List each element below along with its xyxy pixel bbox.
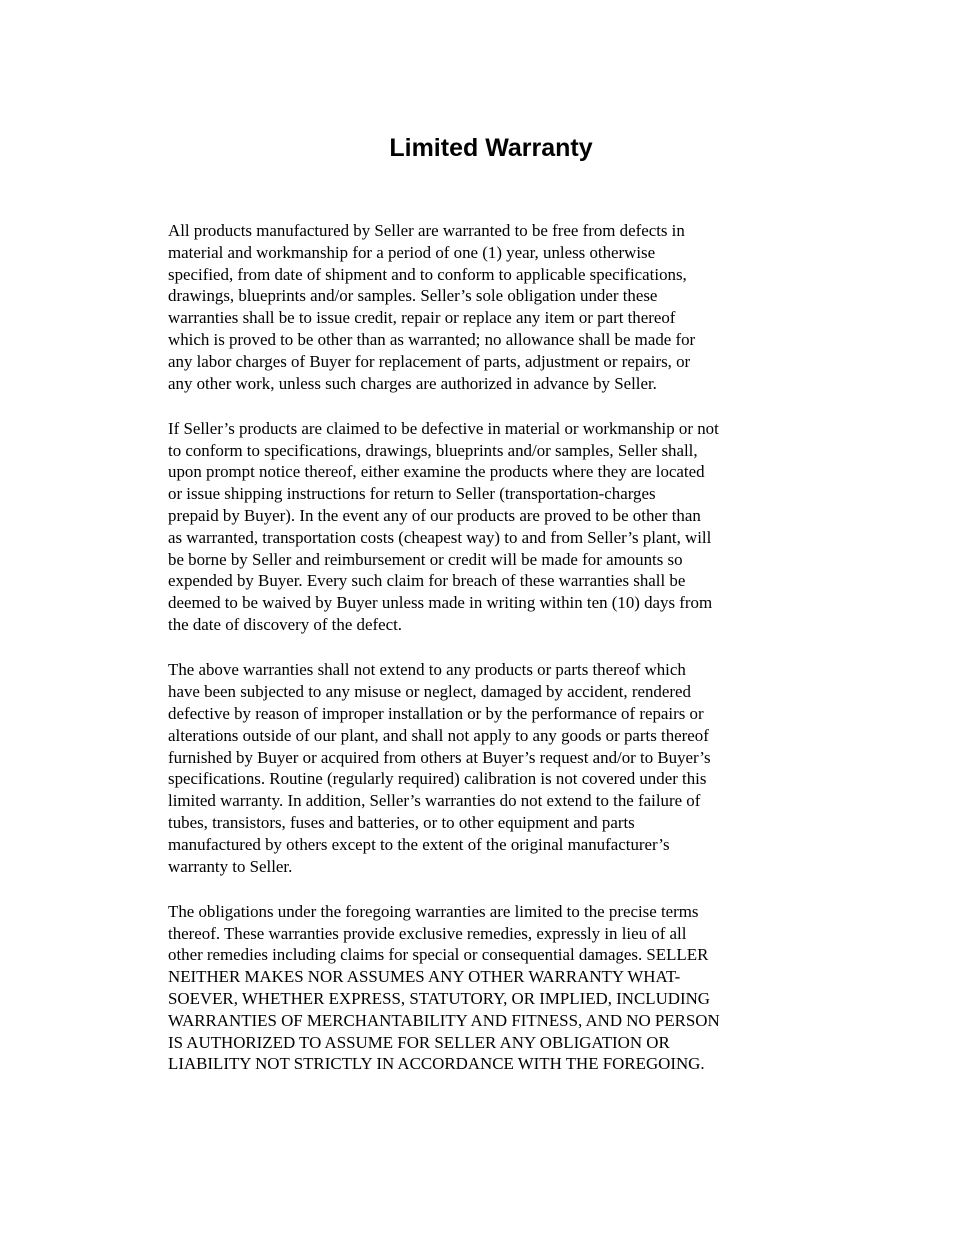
paragraph-line: thereof. These warranties provide exclusive remedies, expressly in lieu of all xyxy=(168,923,687,943)
paragraph-line: which is proved to be other than as warranted; no allowance shall be made for xyxy=(168,329,696,349)
document-title: Limited Warranty xyxy=(389,134,593,162)
paragraph-line: WARRANTIES OF MERCHANTABILITY AND FITNESS, AND NO PERSON xyxy=(168,1010,720,1030)
paragraph-line: specifications. Routine (regularly required) calibration is not covered under this xyxy=(168,769,707,789)
paragraph-line: furnished by Buyer or acquired from others at Buyer’s request and/or to Buyer’s xyxy=(168,747,711,767)
paragraph-line: warranty to Seller. xyxy=(168,856,293,876)
paragraph-line: other remedies including claims for special or consequential damages. SELLER xyxy=(168,945,709,965)
paragraph-line: have been subjected to any misuse or neglect, damaged by accident, rendered xyxy=(168,682,691,702)
paragraph-line: tubes, transistors, fuses and batteries, or to other equipment and parts xyxy=(168,812,635,832)
paragraph-line: be borne by Seller and reimbursement or credit will be made for amounts so xyxy=(168,549,683,569)
paragraph-line: or issue shipping instructions for return to Seller (transportation-charges xyxy=(168,484,656,504)
paragraph-line: the date of discovery of the defect. xyxy=(168,615,403,635)
paragraph-line: If Seller’s products are claimed to be defective in material or workmanship or not xyxy=(168,418,719,438)
paragraph-line: warranties shall be to issue credit, repair or replace any item or part thereof xyxy=(168,308,676,328)
paragraph-line: as warranted, transportation costs (cheapest way) to and from Seller’s plant, will xyxy=(168,527,712,547)
paragraph-limitations xyxy=(168,901,818,1075)
paragraph-line: SOEVER, WHETHER EXPRESS, STATUTORY, OR IMPLIED, INCLUDING xyxy=(168,989,710,1008)
paragraph-line: to conform to specifications, drawings, blueprints and/or samples, Seller shall, xyxy=(168,440,698,460)
paragraph-line: any other work, unless such charges are authorized in advance by Seller. xyxy=(168,373,657,393)
paragraph-defect-claims xyxy=(168,418,818,636)
paragraph-exclusions xyxy=(168,659,818,877)
paragraph-line: NEITHER MAKES NOR ASSUMES ANY OTHER WARRANTY WHAT- xyxy=(168,967,681,987)
paragraph-line: manufactured by others except to the extent of the original manufacturer’s xyxy=(168,834,670,854)
paragraph-line: upon prompt notice thereof, either examine the products where they are located xyxy=(168,462,705,482)
paragraph-line: All products manufactured by Seller are warranted to be free from defects in xyxy=(168,221,685,240)
paragraph-line: prepaid by Buyer). In the event any of our products are proved to be other than xyxy=(168,506,701,526)
paragraph-line: LIABILITY NOT STRICTLY IN ACCORDANCE WITH THE FOREGOING. xyxy=(168,1054,705,1074)
paragraph-line: alterations outside of our plant, and shall not apply to any goods or parts thereof xyxy=(168,725,709,745)
paragraph-line: IS AUTHORIZED TO ASSUME FOR SELLER ANY OBLIGATION OR xyxy=(168,1032,670,1052)
paragraph-line: material and workmanship for a period of one (1) year, unless otherwise xyxy=(168,242,656,262)
paragraph-warranty-terms xyxy=(168,220,818,394)
paragraph-line: deemed to be waived by Buyer unless made in writing within ten (10) days from xyxy=(168,593,713,613)
paragraph-line: drawings, blueprints and/or samples. Seller’s sole obligation under these xyxy=(168,286,658,306)
paragraph-line: The obligations under the foregoing warranties are limited to the precise terms xyxy=(168,901,699,921)
paragraph-line: The above warranties shall not extend to any products or parts thereof which xyxy=(168,660,686,680)
paragraph-line: specified, from date of shipment and to conform to applicable specifications, xyxy=(168,264,687,284)
paragraph-line: any labor charges of Buyer for replacement of parts, adjustment or repairs, or xyxy=(168,351,691,371)
document-body xyxy=(168,220,818,1099)
paragraph-line: expended by Buyer. Every such claim for breach of these warranties shall be xyxy=(168,571,686,591)
paragraph-line: limited warranty. In addition, Seller’s warranties do not extend to the failure of xyxy=(168,791,701,811)
paragraph-line: defective by reason of improper installation or by the performance of repairs or xyxy=(168,703,704,723)
